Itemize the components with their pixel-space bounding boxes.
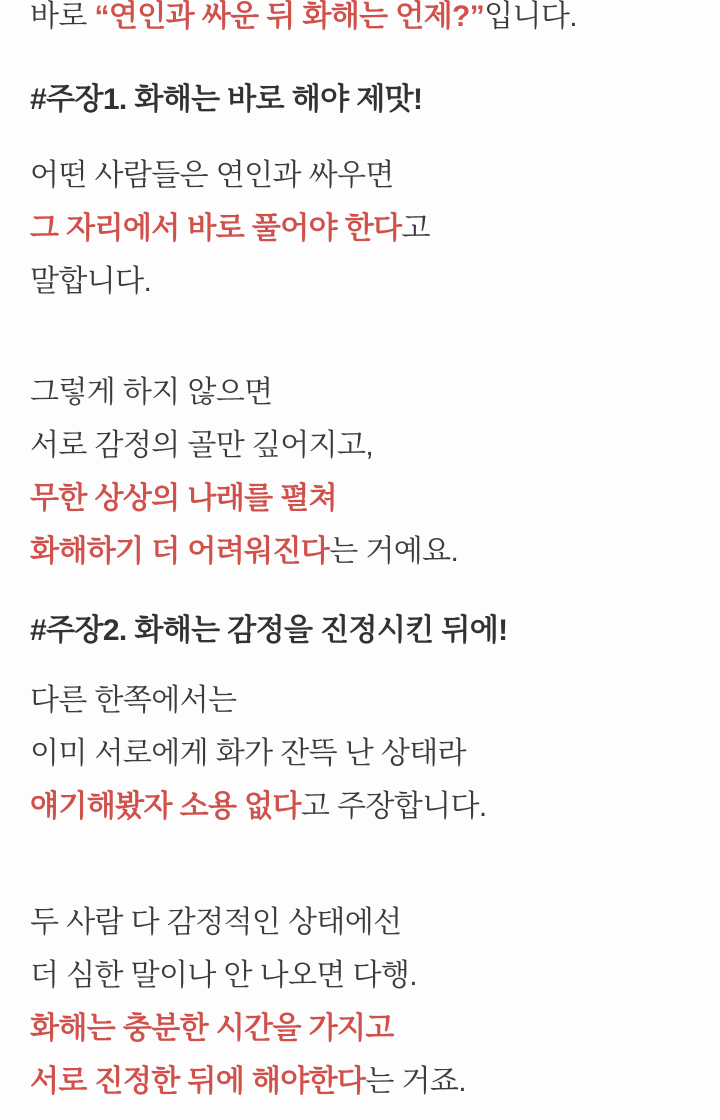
- text-segment: 고 주장합니다.: [300, 790, 487, 823]
- text-segment: 고: [401, 212, 430, 245]
- section-heading: [30, 604, 690, 657]
- paragraph: [30, 0, 690, 43]
- text-line: [30, 604, 690, 657]
- text-line: [30, 1002, 690, 1055]
- emphasis-red-text: 화해하기 더 어려워진다: [30, 535, 330, 568]
- emphasis-red-text: 얘기해봤자 소용 없다: [30, 790, 301, 823]
- text-line: [30, 1055, 690, 1108]
- text-segment: 두 사람 다 감정적인 상태에선: [30, 906, 402, 939]
- text-line: [30, 0, 690, 43]
- section-heading: [30, 73, 690, 126]
- text-segment: 그렇게 하지 않으면: [30, 376, 273, 409]
- text-segment: 는 거죠.: [365, 1065, 467, 1098]
- emphasis-red-text: 무한 상상의 나래를 펼쳐: [30, 482, 338, 515]
- paragraph: [30, 896, 690, 1108]
- text-line: [30, 366, 690, 419]
- text-segment: 말합니다.: [30, 265, 152, 298]
- emphasis-red-text: 서로 진정한 뒤에 해야한다: [30, 1065, 366, 1098]
- text-segment: 다른 한쪽에서는: [30, 684, 237, 717]
- text-line: [30, 73, 690, 126]
- text-line: [30, 202, 690, 255]
- text-segment: 이미 서로에게 화가 잔뜩 난 상태라: [30, 737, 466, 770]
- text-segment: 는 거예요.: [329, 535, 459, 568]
- text-segment: #주장2. 화해는 감정을 진정시킨 뒤에!: [30, 614, 508, 647]
- paragraph: [30, 674, 690, 833]
- text-line: [30, 525, 690, 578]
- text-line: [30, 149, 690, 202]
- text-segment: 더 심한 말이나 안 나오면 다행.: [30, 959, 417, 992]
- text-segment: 서로 감정의 골만 깊어지고,: [30, 429, 374, 462]
- text-segment: #주장1. 화해는 바로 해야 제맛!: [30, 83, 423, 116]
- text-line: [30, 674, 690, 727]
- text-segment: 어떤 사람들은 연인과 싸우면: [30, 159, 394, 192]
- text-segment: 입니다.: [484, 0, 578, 33]
- paragraph: [30, 366, 690, 578]
- text-line: [30, 472, 690, 525]
- emphasis-red-text: “연인과 싸운 뒤 화해는 언제?”: [94, 0, 485, 33]
- emphasis-red-text: 그 자리에서 바로 풀어야 한다: [30, 212, 402, 245]
- emphasis-red-text: 화해는 충분한 시간을 가지고: [30, 1012, 394, 1045]
- text-line: [30, 727, 690, 780]
- text-line: [30, 255, 690, 308]
- text-line: [30, 780, 690, 833]
- text-content: [30, 0, 690, 1108]
- text-line: [30, 949, 690, 1002]
- text-line: [30, 896, 690, 949]
- text-line: [30, 419, 690, 472]
- paragraph: [30, 149, 690, 308]
- text-segment: 바로: [30, 0, 95, 33]
